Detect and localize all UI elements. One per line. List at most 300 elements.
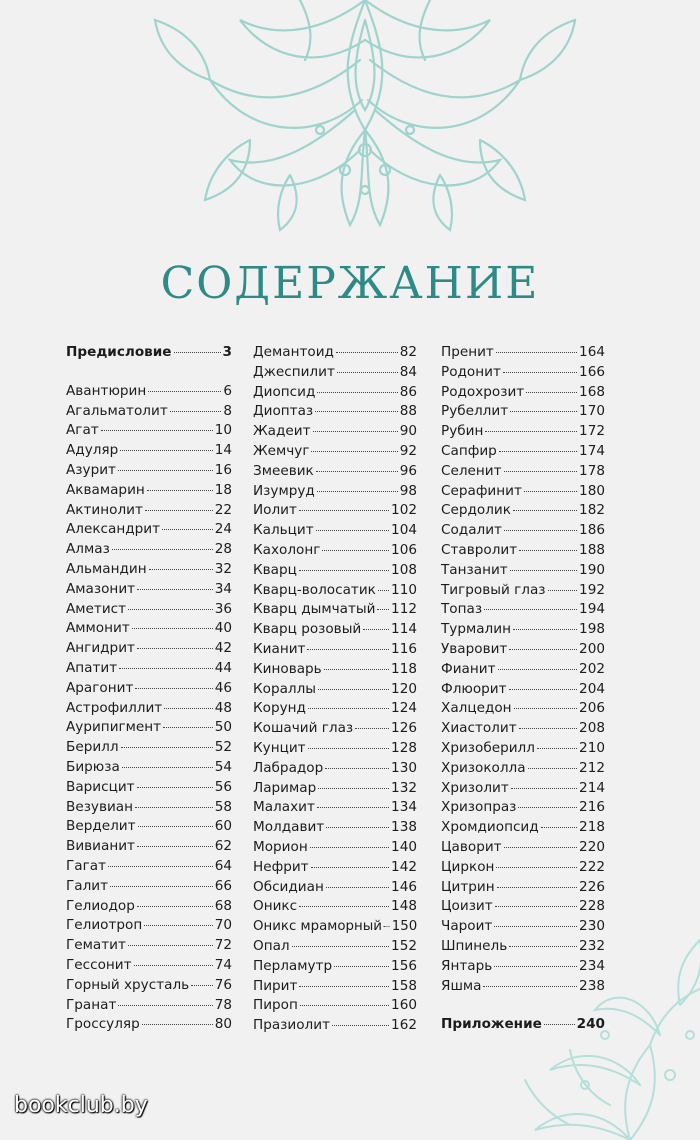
toc-entry-title: Родохрозит <box>441 383 525 400</box>
toc-entry-title: Нефрит <box>253 858 309 875</box>
toc-entry-page: 8 <box>223 402 232 419</box>
toc-entry <box>66 858 232 878</box>
toc-entry-page: 86 <box>399 383 417 400</box>
dot-leader <box>191 985 213 986</box>
toc-entry-page: 180 <box>579 482 605 499</box>
dot-leader <box>137 648 213 649</box>
toc-entry <box>253 463 417 483</box>
toc-entry <box>441 542 605 562</box>
toc-entry-title: Изумруд <box>253 482 315 499</box>
toc-entry-page: 214 <box>579 779 605 796</box>
toc-entry-page: 192 <box>579 581 605 598</box>
toc-entry-page: 182 <box>579 502 605 519</box>
toc-entry-title: Гессонит <box>66 956 132 973</box>
dot-leader <box>332 1025 389 1026</box>
toc-entry-title: Верделит <box>66 818 136 835</box>
toc-entry <box>253 700 417 720</box>
toc-entry-page: 72 <box>214 937 232 954</box>
toc-entry <box>441 562 605 582</box>
toc-entry-page: 186 <box>579 522 605 539</box>
toc-entry-title: Халцедон <box>441 700 512 717</box>
dot-leader <box>496 352 577 353</box>
toc-entry-page: 148 <box>391 898 417 915</box>
dot-leader <box>120 450 212 451</box>
toc-entry-page: 124 <box>391 700 417 717</box>
toc-entry-page: 234 <box>579 957 605 974</box>
toc-entry-page: 190 <box>579 561 605 578</box>
toc-entry <box>441 898 605 918</box>
toc-entry-title: Аквамарин <box>66 481 145 498</box>
dot-leader <box>528 768 577 769</box>
toc-entry-title: Рубеллит <box>441 403 509 420</box>
toc-entry <box>253 958 417 978</box>
dot-leader <box>170 411 222 412</box>
dot-leader <box>378 590 389 591</box>
toc-entry <box>66 601 232 621</box>
toc-entry <box>66 403 232 423</box>
toc-entry-page: 108 <box>391 561 417 578</box>
toc-entry-page: 156 <box>391 957 417 974</box>
toc-entry-title: Алмаз <box>66 541 110 558</box>
toc-entry <box>66 818 232 838</box>
toc-entry-page: 34 <box>214 580 232 597</box>
dot-leader <box>145 510 213 511</box>
toc-entry <box>253 364 417 384</box>
toc-entry-page: 120 <box>391 680 417 697</box>
toc-entry <box>66 779 232 799</box>
dot-leader <box>498 669 578 670</box>
toc-entry <box>441 819 605 839</box>
toc-entry-title: Циркон <box>441 858 495 875</box>
toc-entry-page: 166 <box>579 363 605 380</box>
toc-entry <box>253 522 417 542</box>
dot-leader <box>307 649 389 650</box>
toc-entry <box>66 462 232 482</box>
toc-entry <box>441 700 605 720</box>
toc-entry-page: 174 <box>579 442 605 459</box>
dot-leader <box>337 372 398 373</box>
dot-leader <box>144 925 212 926</box>
toc-entry-page: 14 <box>214 442 232 459</box>
toc-entry <box>441 760 605 780</box>
dot-leader <box>526 392 577 393</box>
dot-leader <box>132 628 213 629</box>
toc-entry <box>253 720 417 740</box>
toc-entry-page: 220 <box>579 838 605 855</box>
toc-entry <box>66 739 232 759</box>
toc-entry-page: 36 <box>214 600 232 617</box>
toc-entry <box>66 561 232 581</box>
dot-leader <box>313 431 398 432</box>
toc-entry-page: 126 <box>391 720 417 737</box>
toc-entry-title: Джеспилит <box>253 363 335 380</box>
toc-entry-title: Кунцит <box>253 739 306 756</box>
dot-leader <box>149 569 213 570</box>
toc-entry <box>441 384 605 404</box>
page-title: СОДЕРЖАНИЕ <box>160 258 540 309</box>
toc-entry-title: Приложение <box>441 1016 542 1033</box>
toc-entry-page: 202 <box>579 660 605 677</box>
toc-entry-page: 158 <box>391 977 417 994</box>
toc-entry-title: Оникс мраморный <box>253 918 382 935</box>
dot-leader <box>316 471 398 472</box>
toc-entry-title: Празиолит <box>253 1017 331 1034</box>
toc-entry <box>441 502 605 522</box>
dot-leader <box>118 1005 212 1006</box>
toc-entry-title: Цоизит <box>441 898 493 915</box>
toc-spacer <box>66 364 232 383</box>
toc-entry-title: Кварц <box>253 561 297 578</box>
toc-entry <box>66 838 232 858</box>
toc-entry-page: 218 <box>579 819 605 836</box>
dot-leader <box>504 847 577 848</box>
dot-leader <box>164 708 212 709</box>
toc-entry <box>66 799 232 819</box>
toc-entry-page: 216 <box>579 799 605 816</box>
toc-entry-title: Гагат <box>66 857 107 874</box>
toc-entry-title: Кахолонг <box>253 541 321 558</box>
toc-entry <box>441 443 605 463</box>
toc-entry <box>441 859 605 879</box>
toc-entry-page: 198 <box>579 621 605 638</box>
toc-entry <box>66 344 232 364</box>
toc-entry <box>253 681 417 701</box>
toc-entry-title: Горный хрусталь <box>66 976 190 993</box>
toc-entry <box>441 403 605 423</box>
toc-entry-title: Фианит <box>441 660 496 677</box>
dot-leader <box>108 866 213 867</box>
toc-entry-title: Яшма <box>441 977 482 994</box>
toc-entry-title: Гранат <box>66 996 117 1013</box>
dot-leader <box>519 550 577 551</box>
dot-leader <box>325 768 389 769</box>
toc-entry <box>253 502 417 522</box>
toc-entry-title: Кошачий глаз <box>253 720 354 737</box>
toc-entry-page: 112 <box>391 601 417 618</box>
toc-entry <box>66 977 232 997</box>
toc-entry-page: 52 <box>214 739 232 756</box>
toc-column-1 <box>66 344 232 1036</box>
dot-leader <box>311 451 397 452</box>
toc-entry <box>66 581 232 601</box>
dot-leader <box>519 728 577 729</box>
toc-entry-title: Обсидиан <box>253 878 324 895</box>
toc-entry-title: Везувиан <box>66 798 134 815</box>
toc-entry-title: Сапфир <box>441 442 497 459</box>
toc-entry-title: Цитрин <box>441 878 495 895</box>
toc-entry <box>66 898 232 918</box>
toc-entry-title: Астрофиллит <box>66 699 163 716</box>
toc-entry-page: 230 <box>579 918 605 935</box>
dot-leader <box>484 609 577 610</box>
dot-leader <box>384 926 390 927</box>
toc-entry-title: Альмандин <box>66 560 147 577</box>
dot-leader <box>326 887 389 888</box>
toc-entry-title: Берилл <box>66 739 119 756</box>
toc-entry-title: Кварц дымчатый <box>253 601 376 618</box>
dot-leader <box>318 788 389 789</box>
toc-entry-page: 168 <box>579 383 605 400</box>
toc-entry-page: 200 <box>579 640 605 657</box>
toc-entry-title: Бирюза <box>66 758 120 775</box>
toc-entry <box>66 1016 232 1036</box>
dot-leader <box>513 510 577 511</box>
toc-entry-title: Иолит <box>253 502 297 519</box>
toc-entry-title: Пироп <box>253 997 298 1014</box>
toc-entry-page: 110 <box>391 581 417 598</box>
toc-entry <box>253 898 417 918</box>
toc-entry-page: 46 <box>214 679 232 696</box>
toc-entry-title: Хризоберилл <box>441 739 535 756</box>
toc-entry-title: Родонит <box>441 363 501 380</box>
toc-entry-page: 80 <box>214 1016 232 1033</box>
toc-entry-page: 194 <box>579 601 605 618</box>
dot-leader <box>496 867 577 868</box>
toc-entry-title: Кварц розовый <box>253 621 362 638</box>
toc-entry <box>253 978 417 998</box>
dot-leader <box>322 550 389 551</box>
toc-entry <box>441 661 605 681</box>
toc-entry-page: 228 <box>579 898 605 915</box>
toc-entry <box>66 937 232 957</box>
toc-entry <box>66 700 232 720</box>
dot-leader <box>497 887 577 888</box>
toc-entry-title: Пирит <box>253 977 298 994</box>
toc-entry-title: Актинолит <box>66 501 143 518</box>
toc-entry-page: 84 <box>399 363 417 380</box>
toc-entry-page: 3 <box>222 344 232 360</box>
dot-leader <box>510 570 577 571</box>
toc-entry-title: Хиастолит <box>441 720 517 737</box>
dot-leader <box>541 827 577 828</box>
dot-leader <box>142 1024 213 1025</box>
toc-entry-page: 210 <box>579 739 605 756</box>
toc-entry-page: 152 <box>391 937 417 954</box>
toc-entry-title: Диоптаз <box>253 403 314 420</box>
dot-leader <box>299 906 389 907</box>
toc-entry <box>441 720 605 740</box>
dot-leader <box>128 609 213 610</box>
toc-entry-title: Амазонит <box>66 580 136 597</box>
dot-leader <box>299 510 389 511</box>
toc-entry-title: Перламутр <box>253 957 333 974</box>
toc-entry-title: Адуляр <box>66 442 119 459</box>
toc-entry <box>253 582 417 602</box>
toc-entry-title: Хромдиопсид <box>441 819 539 836</box>
dot-leader <box>299 570 389 571</box>
toc-entry-page: 178 <box>579 462 605 479</box>
toc-entry-title: Ангидрит <box>66 640 135 657</box>
dot-leader <box>377 609 389 610</box>
toc-entry <box>66 680 232 700</box>
toc-entry-page: 146 <box>391 878 417 895</box>
toc-entry-page: 62 <box>214 838 232 855</box>
toc-entry-title: Хризоколла <box>441 759 526 776</box>
toc-entry-page: 54 <box>214 758 232 775</box>
dot-leader <box>119 668 212 669</box>
dot-leader <box>292 946 389 947</box>
toc-entry <box>66 422 232 442</box>
toc-entry <box>441 364 605 384</box>
dot-leader <box>310 847 389 848</box>
dot-leader <box>511 788 577 789</box>
toc-entry-page: 28 <box>214 541 232 558</box>
toc-entry-page: 76 <box>214 976 232 993</box>
toc-entry-title: Жемчуг <box>253 442 310 459</box>
toc-entry-title: Турмалин <box>441 621 511 638</box>
dot-leader <box>316 530 389 531</box>
toc-entry-page: 170 <box>579 403 605 420</box>
toc-entry <box>253 562 417 582</box>
toc-entry-page: 160 <box>391 997 417 1014</box>
toc-entry <box>66 502 232 522</box>
toc-entry-title: Молдавит <box>253 819 325 836</box>
toc-entry <box>441 601 605 621</box>
dot-leader <box>174 352 221 353</box>
dot-leader <box>300 1005 389 1006</box>
toc-entry-page: 10 <box>214 422 232 439</box>
toc-entry-page: 60 <box>214 818 232 835</box>
toc-entry <box>66 917 232 937</box>
toc-entry-title: Аурипигмент <box>66 719 162 736</box>
toc-entry-title: Рубин <box>441 423 484 440</box>
dot-leader <box>510 411 577 412</box>
toc-entry-page: 50 <box>214 719 232 736</box>
toc-entry <box>441 483 605 503</box>
toc-entry-title: Кианит <box>253 640 306 657</box>
dot-leader <box>135 807 213 808</box>
toc-entry <box>253 879 417 899</box>
toc-entry-title: Малахит <box>253 799 315 816</box>
toc-entry-page: 98 <box>399 482 417 499</box>
toc-entry-title: Ларимар <box>253 779 317 796</box>
toc-entry <box>66 878 232 898</box>
dot-leader <box>317 807 389 808</box>
toc-entry <box>253 839 417 859</box>
toc-entry <box>253 661 417 681</box>
dot-leader <box>318 689 389 690</box>
toc-entry-page: 130 <box>391 759 417 776</box>
dot-leader <box>137 906 213 907</box>
toc-entry-page: 142 <box>391 858 417 875</box>
toc-entry <box>253 423 417 443</box>
toc-entry-title: Морион <box>253 838 308 855</box>
toc-entry <box>253 819 417 839</box>
toc-entry <box>66 997 232 1017</box>
dot-leader <box>315 411 398 412</box>
dot-leader <box>317 392 397 393</box>
toc-entry-page: 238 <box>579 977 605 994</box>
toc-entry-page: 188 <box>579 541 605 558</box>
toc-entry-page: 134 <box>391 799 417 816</box>
toc-entry-title: Демантоид <box>253 344 334 360</box>
dot-leader <box>128 945 213 946</box>
dot-leader <box>548 590 578 591</box>
toc-entry <box>66 442 232 462</box>
toc-entry-page: 118 <box>391 660 417 677</box>
dot-leader <box>148 391 221 392</box>
toc-entry-title: Змеевик <box>253 462 314 479</box>
toc-entry <box>441 621 605 641</box>
dot-leader <box>324 669 389 670</box>
dot-leader <box>137 787 213 788</box>
toc-entry-page: 48 <box>214 699 232 716</box>
toc-entry <box>253 799 417 819</box>
toc-entry-page: 22 <box>214 501 232 518</box>
toc-entry <box>253 344 417 364</box>
toc-entry <box>66 482 232 502</box>
toc-entry <box>253 859 417 879</box>
toc-entry-title: Тигровый глаз <box>441 581 546 598</box>
toc-entry-title: Хризолит <box>441 779 509 796</box>
toc-entry <box>66 640 232 660</box>
toc-entry-title: Гелиодор <box>66 897 135 914</box>
toc-entry-title: Вивианит <box>66 838 135 855</box>
toc-entry-title: Топаз <box>441 601 483 618</box>
toc-entry-page: 90 <box>399 423 417 440</box>
toc-entry-title: Чароит <box>441 918 493 935</box>
toc-entry-title: Оникс <box>253 898 298 915</box>
dot-leader <box>137 846 213 847</box>
toc-entry-page: 150 <box>391 918 418 935</box>
toc-entry-title: Агальматолит <box>66 402 168 419</box>
toc-entry-title: Авантюрин <box>66 382 147 399</box>
toc-entry-page: 24 <box>214 521 232 538</box>
toc-entry-page: 16 <box>214 461 232 478</box>
toc-entry-page: 74 <box>214 956 232 973</box>
toc-entry-title: Уваровит <box>441 640 508 657</box>
dot-leader <box>121 747 213 748</box>
toc-entry <box>253 403 417 423</box>
toc-entry-page: 40 <box>214 620 232 637</box>
toc-entry <box>66 383 232 403</box>
dot-leader <box>135 688 212 689</box>
toc-entry-page: 78 <box>214 996 232 1013</box>
toc-entry-page: 96 <box>399 462 417 479</box>
dot-leader <box>514 708 577 709</box>
toc-entry <box>441 681 605 701</box>
dot-leader <box>311 867 389 868</box>
toc-entry-title: Предисловие <box>66 344 172 360</box>
toc-entry <box>441 799 605 819</box>
toc-entry-title: Танзанит <box>441 561 508 578</box>
toc-entry-page: 172 <box>579 423 605 440</box>
dot-leader <box>363 629 389 630</box>
toc-entry-title: Диопсид <box>253 383 316 400</box>
toc-entry <box>253 384 417 404</box>
toc-entry-page: 206 <box>579 700 605 717</box>
toc-entry <box>441 463 605 483</box>
toc-entry <box>253 542 417 562</box>
toc-entry-page: 104 <box>391 522 417 539</box>
ornament-top <box>150 0 580 235</box>
toc-entry-page: 140 <box>391 838 417 855</box>
toc-entry-title: Шпинель <box>441 937 508 954</box>
dot-leader <box>504 530 577 531</box>
toc-entry-page: 66 <box>214 877 232 894</box>
toc-entry <box>441 344 605 364</box>
toc-entry-title: Лабрадор <box>253 759 324 776</box>
toc-entry <box>441 740 605 760</box>
toc-entry-page: 116 <box>391 640 417 657</box>
toc-entry-title: Гелиотроп <box>66 917 143 934</box>
toc-entry <box>66 541 232 561</box>
toc-entry-page: 42 <box>214 640 232 657</box>
toc-entry-page: 204 <box>579 680 605 697</box>
toc-entry-title: Варисцит <box>66 778 135 795</box>
toc-entry-title: Кальцит <box>253 522 314 539</box>
toc-entry-title: Аммонит <box>66 620 130 637</box>
